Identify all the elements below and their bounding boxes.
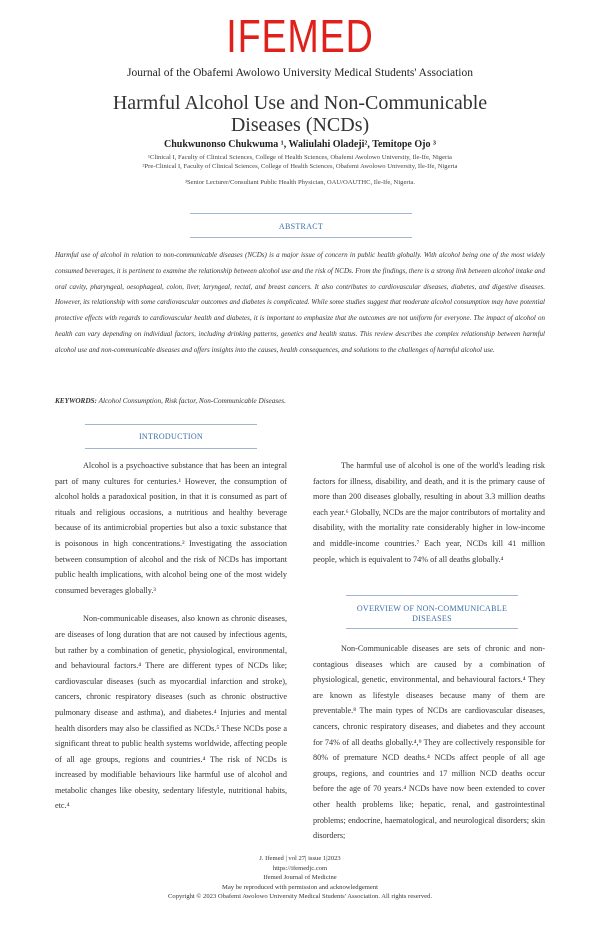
affiliation-2: ²Pre-Clinical I, Faculty of Clinical Sciences, College of Health Sciences, Obafemi Awolowo University, Ile-Ife, Nigeria [142,163,458,170]
overview-heading-line-1: OVERVIEW OF NON-COMMUNICABLE [356,604,508,613]
overview-heading-line-2: DISEASES [412,614,452,623]
intro-paragraph-1: Alcohol is a psychoactive substance that has been an integral part of many cultures for centuries.¹ However, the consumption of alcohol holds a paradoxical position, in that it is consumed as part of rituals and religious occasions, a nutritious and healthy beverage because of its antimicrobial properties but also a toxic substance that is poisonous in high concentrations.² Investigating the association between consumption of alcohol and the risk of NCDs has important public health implications, with alcohol being one of the most widely consumed beverages globally.³ [55,461,287,595]
affiliation-1: ¹Clinical I, Faculty of Clinical Sciences, College of Health Sciences, Obafemi Awolowo University, Ile-Ife, Nigeria [148,154,452,161]
footer-copyright: Copyright © 2023 Obafemi Awolowo University Medical Students' Association. All rights reserved. [168,893,432,900]
abstract-heading: ABSTRACT [278,222,324,231]
introduction-bottom-rule [85,448,257,449]
footer-citation: J. Ifemed | vol 27| issue 1|2023 [259,855,341,862]
overview-heading [346,604,518,624]
right-column-top [313,458,545,567]
overview-top-rule [346,595,518,596]
abstract-bottom-rule [190,237,412,238]
intro-paragraph-2: Non-communicable diseases, also known as chronic diseases, are diseases of long duration that are not caused by infectious agents, but rather by a combination of genetic, physiological, environmental, and behavioural factors.⁴ There are different types of NCDs like; cardiovascular diseases (such as myocardial infarction and stroke), cancers, chronic respiratory diseases (such as chronic obstructive pulmonary disease and asthma), and diabetes.⁴ Injuries and mental health disorders may also be classified as NCDs.⁵ These NCDs pose a significant threat to public health systems worldwide, affecting people of all age groups, regions and countries.⁴ The risk of NCDs is increased by modifiable behaviours like harmful use of alcohol and metabolic changes like obesity, sedentary lifestyle, nutritional habits, etc.⁴ [55,614,287,811]
author-list: Chukwunonso Chukwuma ¹, Waliulahi Oladeji², Temitope Ojo ³ [164,139,436,150]
introduction-top-rule [85,424,257,425]
overview-paragraph-1: Non-Communicable diseases are sets of chronic and non-contagious diseases which are caused by a combination of physiological, genetic, environmental, and behavioural factors.⁴ They are known as lifestyle diseases because many of them are preventable.⁸ The main types of NCDs are cardiovascular diseases, cancers, chronic respiratory diseases, and diabetes and they account for 74% of all deaths globally.⁴,⁹ They are collectively responsible for 80% of premature NCD deaths.⁴ NCDs affect people of all age groups, regions, and countries and 17 million NCD deaths occur before the age of 70 years.⁴ NCDs have now been extended to cover other health problems like; hepatic, renal, and gastrointestinal problems; endocrine, haematological, and neurological disorders; skin disorders; [313,644,545,841]
intro-paragraph-3: The harmful use of alcohol is one of the world's leading risk factors for illness, disability, and death, and it is the primary cause of more than 200 diseases globally, resulting in about 3.3 million deaths each year.⁶ Globally, NCDs are the major contributors of mortality and disability, with the mortality rate considerably higher in low-income and middle-income countries.⁷ Each year, NCDs kill 41 million people, which is equivalent to 74% of all deaths globally.⁴ [313,461,545,564]
footer-permission: May be reproduced with permission and acknowledgement [221,883,378,891]
abstract-top-rule [190,213,412,214]
affiliation-3: ³Senior Lecturer/Consultant Public Health Physician, OAU/OAUTHC, Ile-Ife, Nigeria. [185,179,415,186]
footer [0,854,600,902]
journal-name: Journal of the Obafemi Awolowo University Medical Students' Association [127,67,473,79]
left-column [55,458,287,814]
title-line-1: Harmful Alcohol Use and Non-Communicable [112,92,488,114]
overview-bottom-rule [346,628,518,629]
footer-url: https://ifemedjc.com [272,864,328,872]
right-column-bottom [313,641,545,844]
introduction-heading: INTRODUCTION [138,432,204,441]
journal-logo: IFEMED [226,10,374,62]
keywords-label: KEYWORDS: [55,397,97,405]
keywords-text: Alcohol Consumption, Risk factor, Non-Communicable Diseases. [96,397,286,405]
title-line-2: Diseases (NCDs) [230,114,370,136]
footer-journal: Ifemed Journal of Medicine [263,874,337,881]
abstract-text: Harmful use of alcohol in relation to non-communicable diseases (NCDs) is a major issue of concern in public health globally. With alcohol being one of the most widely consumed beverages, it is pertinent to examine the relationship between alcohol use and the risk of NCDs. From the findings, there is a strong link between alcohol intake and oral cavity, pharyngeal, oesophageal, colon, liver, laryngeal, rectal, and breast cancers. It also contributes to cardiovascular diseases, diabetes, and digestive diseases. However, its relationship with some cardiovascular outcomes and diabetes is complicated. While some studies suggest that moderate alcohol consumption may have potential protective effects with regards to cardiovascular health and diabetes, it is important to emphasize that the outcomes are not uniform for everyone. The impact of alcohol on health can vary depending on individual factors, including drinking patterns, genetics and health status. This review describes the complex relationship between harmful alcohol use and non-communicable diseases and offers insights into the causes, health consequences, and solutions to the challenges of harmful alcohol use. [55,251,545,354]
keywords [55,397,545,405]
article-title [60,92,540,136]
